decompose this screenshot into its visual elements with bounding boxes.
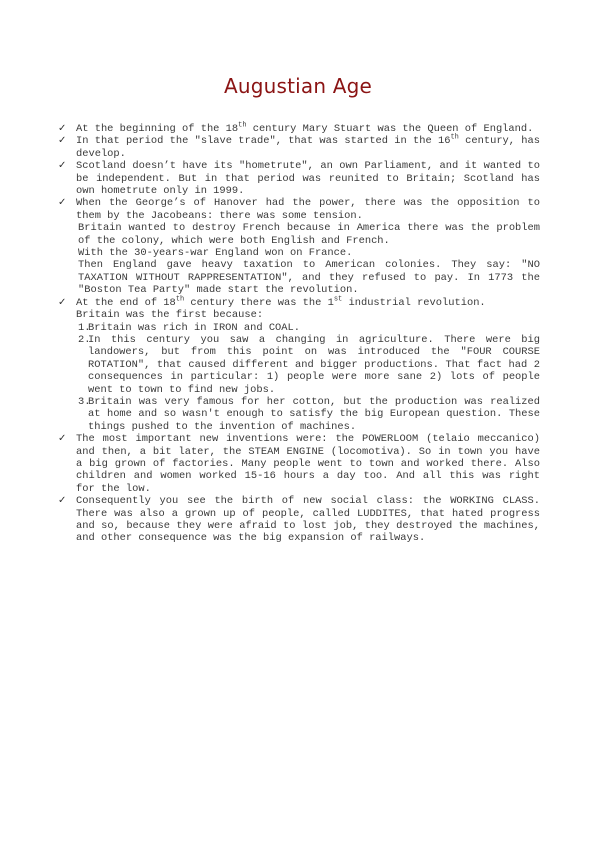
paragraph: Britain wanted to destroy French because in America there was the problem of the colony, which were both English and French. [78,222,540,247]
checkmark-icon: ✓ [58,296,67,308]
bullet-item: ✓ In that period the "slave trade", that was started in the 16th century, has develop. [58,133,540,160]
bullet-item: ✓ The most important new inventions were: the POWERLOOM (telaio meccanico) and then, a bit later, the STEAM ENGINE (locomotiva). So in town you have a big grown of factories. Many people went to town and worked there. Also children and women worked 15-16 hours a day too. And all this was right for the low. [58,433,540,495]
checkmark-icon: ✓ [58,433,67,445]
checkmark-icon: ✓ [58,135,67,147]
checkmark-icon: ✓ [58,123,67,134]
paragraph: Then England gave heavy taxation to American colonies. They say: "NO TAXATION WITHOUT RAPPRESENTATION", and they refused to pay. In 1773 the "Boston Tea Party" made start the revolution. [78,259,540,297]
checkmark-icon: ✓ [58,197,67,209]
bullet-item: ✓ Consequently you see the birth of new social class: the WORKING CLASS. There was also a grown up of people, called LUDDITES, that hated progress and so, because they were afraid to lost job, they destroyed the machines, and other consequence was the big expansion of railways. [58,495,540,545]
paragraph: Britain was the first because: [76,309,264,322]
checkmark-icon: ✓ [58,495,67,507]
item-number: 2. [78,333,91,346]
bullet-item: ✓ At the beginning of the 18th century Mary Stuart was the Queen of England. [58,121,534,135]
numbered-item: 1. Britain was rich in IRON and COAL. [78,321,301,334]
document-body [58,123,540,545]
bullet-item: ✓ When the George’s of Hanover had the power, there was the opposition to them by the Jacobeans: there was some tension. [58,197,540,222]
checkmark-icon: ✓ [58,160,67,172]
page-title: Augustian Age [223,74,373,98]
item-number: 1. [78,321,91,334]
paragraph: With the 30-years-war England won on France. [78,247,353,260]
numbered-item: 2. In this century you saw a changing in agriculture. There were big landowers, but from this point on was introduced the "FOUR COURSE ROTATION", that caused different and bigger productions. That fact had 2 consequences in particular: 1) people were more sane 2) lots of people went to town to find new jobs. [78,333,540,396]
bullet-item: ✓ At the end of 18th century there was the 1st industrial revolution. [58,295,486,309]
numbered-item: 3. Britain was very famous for her cotton, but the production was realized at home and so wasn't enough to satisfy the big European question. These things pushed to the invention of machines. [78,395,540,433]
item-number: 3. [78,395,91,408]
bullet-item: ✓ Scotland doesn’t have its "hometrute", an own Parliament, and it wanted to be independent. But in that period was reunited to Britain; Scotland has own hometrute only in 1999. [58,160,540,198]
